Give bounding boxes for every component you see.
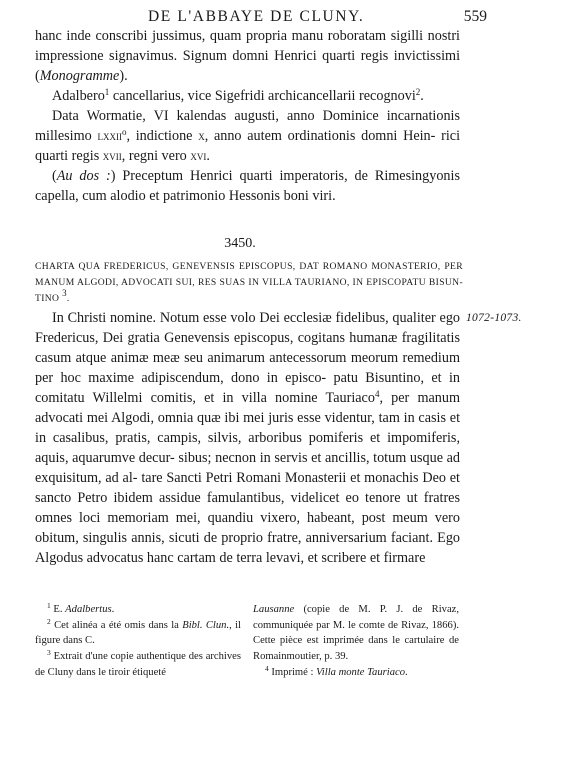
paragraph-recognition: Adalbero$^1$ cancellarius, vice Sigefridi archicancellarii recognovi$^2$. [52, 87, 424, 104]
footnote-3-continued: Lausanne (copie de M. P. J. de Rivaz, communiquée par M. le comte de Rivaz, 1866). Cette pièce est imprimée dans le cartulaire de Romainmoutier, p. 39. [253, 604, 459, 663]
footnote-4: $^4$ Imprimé : Villa monte Tauriaco. [265, 663, 408, 678]
monogram-note: Monogramme [39, 68, 120, 84]
footnote-ref-2[interactable]: 2 [415, 87, 421, 97]
charter-body: In Christi nomine. Notum esse volo Dei ecclesiæ fidelibus, qualiter ego Fredericus, Dei gratia Genevensis episcopus, cogitans humanæ fragilitatis casum atque animæ meæ seu animarum antecessorum meorum remedium per hoc maxime adipiscendum, dono in episco- patu Bisuntino, et in comitatu Willelmi comitis, et in villa nomine Tauriaco$^4$, per manum advocati mei Algodi, omnia quæ ibi mei juris esse videntur, tam in casis et in casalibus, pratis, campis, silvis, arboribus pomiferis et impomiferis, aquis, aquarumve decur- sibus; necnon in servis et ancillis, totum usque ad exquisitum, ad al- tare Sancti Petri Romani Monasterii et monachis Deo et sancto Petro ibidem assidue famulantibus, videlicet eo tenore ut fratres omnes loci memoriam mei, quandiu vixero, habeant, post meum vero obitum, singulis annis, sicuti de proprio fratre, anniversarium faciant. Ego Algodus advocatus hanc cartam de terra levavi, et scribere et firmare [35, 310, 461, 566]
charter-summary: CHARTA QUA FREDERICUS, GENEVENSIS EPISCOPUS, DAT ROMANO MONASTERIO, PER MANUM ALGODI, ADVOCATI SUI, RES SUAS IN VILLA TAURIANO, IN EPISCOPATU BISUN- TINO $^3$. [35, 261, 463, 304]
footnote-3-start: $^3$ Extrait d'une copie authentique des archives de Cluny dans le tiroir étiqueté [35, 648, 241, 678]
footnote-ref-1[interactable]: 1 [104, 87, 110, 97]
footnote-2: $^2$ Cet alinéa a été omis dans la Bibl. Clun., il figure dans C. [35, 616, 242, 647]
footnote-ref-4[interactable]: 4 [374, 389, 380, 399]
page-number: 559 [463, 8, 487, 25]
paragraph-dating: Data Wormatie, VI kalendas augusti, anno Dominice incarnationis millesimo lxxii$^o$, indictione x, anno autem ordinationis domni Hein- rici quarti regis xvii, regni vero xvi. [35, 108, 461, 164]
paragraph-endorsement: (Au dos :) Preceptum Henrici quarti imperatoris, de Rimesingyonis capella, cum alodio et patrimonio Hessonis boni viri. [35, 168, 460, 204]
footnote-1: $^1$ E. Adalbertus. [47, 601, 115, 615]
charter-3449-ending [35, 26, 460, 206]
charter-3450-text [35, 308, 460, 568]
margin-date: 1072-1073. [466, 312, 522, 324]
running-title: DE L'ABBAYE DE CLUNY. [148, 8, 365, 25]
footnotes-right-column [253, 602, 459, 681]
charter-number: 3450. [224, 236, 256, 251]
footnote-ref-3[interactable]: 3 [62, 288, 67, 298]
paragraph-signature: hanc inde conscribi jussimus, quam propria manu roboratam sigilli nostri impressione signavimus. Signum domni Henrici quarti regis invictissimi (Monogramme). [35, 28, 461, 84]
footnotes-left-column [35, 602, 241, 681]
